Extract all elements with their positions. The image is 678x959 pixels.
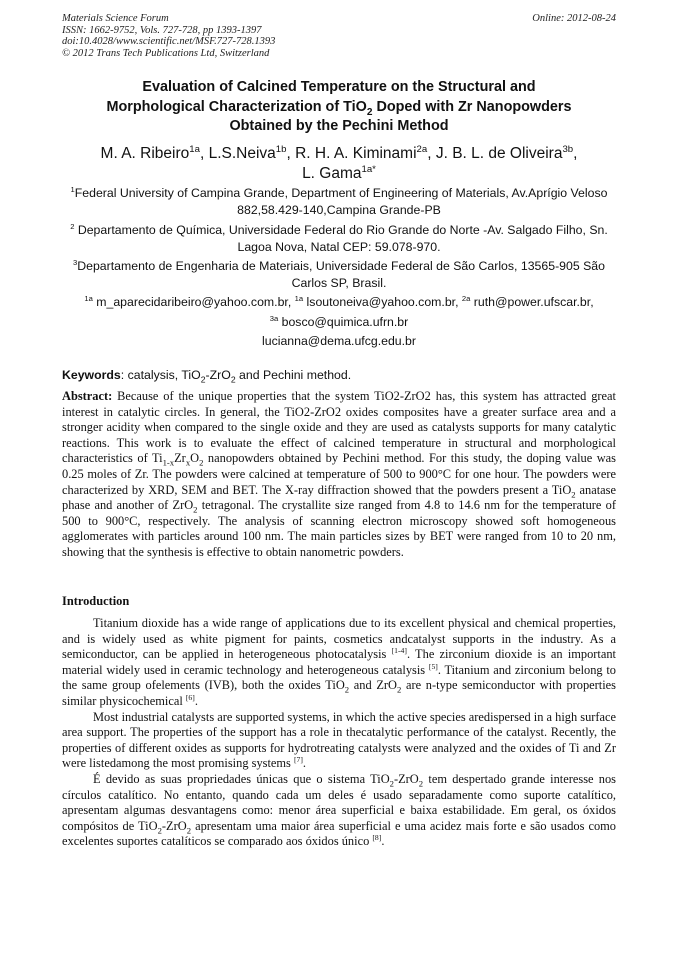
author: L. Gama (302, 165, 362, 182)
paragraph: É devido as suas propriedades únicas que o sistema TiO$_2$-ZrO$_2$ tem despertado grande interesse nos círculos catalítico. No entanto, quando cada um deles é usado separadamente como suporte catalítico, apresentam algumas desvantagens como: menor área superficial e baixa estabilidade. Em geral, os óxidos compósitos de TiO$_2$-ZrO$_2$ apresentam uma maior área superficial e uma acidez mais forte e são usados como excelentes suportes catalíticos se comparado aos óxidos único [8]. (62, 771, 617, 849)
affiliation-3: $^3$Departamento de Engenharia de Materiais, Universidade Federal de São Carlos, 13565-905 São Carlos SP, Brasil. (73, 257, 605, 290)
introduction-body (62, 616, 616, 850)
author: R. H. A. Kiminami (295, 145, 417, 162)
paragraph: Most industrial catalysts are supported systems, in which the active species aredispersed in a high surface area support. The properties of the support has a role in thecatalytic performance of the catalyst. Recently, the properties of different oxides as supports for hydrotreating catalysts were analyzed and the oxides of Ti and Zr were listedamong the most promising systems [7]. (62, 709, 617, 771)
author: J. B. L. de Oliveira (435, 145, 563, 162)
author: M. A. Ribeiro (100, 145, 190, 162)
copyright-line: © 2012 Trans Tech Publications Ltd, Switzerland (62, 47, 270, 59)
affiliation-2: $^2$ Departamento de Química, Universidade Federal do Rio Grande do Norte -Av. Salgado Filho, Sn. Lagoa Nova, Natal CEP: 59.078-970. (70, 221, 608, 254)
author: L.S.Neiva (208, 145, 276, 162)
paper-title: Evaluation of Calcined Temperature on the Structural and Morphological Characterization of TiO$_2$ Doped with Zr Nanopowders Obtained by the Pechini Method (106, 79, 572, 134)
email-list: $^{1a}$ m_aparecidaribeiro@yahoo.com.br, $^{1a}$ lsoutoneiva@yahoo.com.br, $^{2a}$ ruth@power.ufscar.br, $^{3a}$ bosco@quimica.ufrn.br lucianna@dema.ufcg.edu.br (84, 293, 594, 348)
online-date: Online: 2012-08-24 (532, 13, 616, 24)
publication-header (62, 13, 616, 59)
abstract: Abstract: Because of the unique properties that the system TiO2-ZrO2 has, this system has attracted great interest in catalytic circles. In general, the TiO2-ZrO2 oxides composites have a greater surface area and a stronger acidity when compared to the single oxide and they are used as catalysts supports for many catalytic reactions. This work is to evaluate the effect of calcined temperature in structural and morphological characteristics of $Ti_{1-x}Zr_xO_2$ nanopowders obtained by Pechini method. For this study, the doping value was 0.25 moles of Zr. The powders were calcined at temperature of 500 to 900°C for one hour. The powders were characterized by XRD, SEM and BET. The X-ray diffraction showed that the powders present a TiO$_2$ anatase phase and another of ZrO$_2$ tetragonal. The crystallite size ranged from 4.8 to 14.6 nm for the temperature of 500 to 900°C, respectively. The analysis of scanning electron microscopy showed soft homogeneous agglomerates with particles around 100 nm. The main particles sizes by BET were ranged from 10 to 20 nm, showing that the synthesis is effective to obtain nanometric powders. (62, 389, 617, 559)
keywords: Keywords: catalysis, TiO$_2$-ZrO$_2$ and Pechini method. (62, 368, 352, 385)
doi-line: doi:10.4028/www.scientific.net/MSF.727-728.1393 (62, 36, 276, 47)
issn-line: ISSN: 1662-9752, Vols. 727-728, pp 1393-1397 (62, 24, 262, 36)
affiliation-1: $^1$Federal University of Campina Grande, Department of Engineering of Materials, Av.Aprígio Veloso 882,58.429-140,Campina Grande-PB (70, 184, 608, 217)
journal-name: Materials Science Forum (62, 13, 169, 24)
paragraph: Titanium dioxide has a wide range of applications due to its excellent physical and chemical properties, and is widely used as white pigment for paints, cosmetics andcatalyst supports in the industry. As a semiconductor, can be applied in heterogeneous photocatalysis [1-4]. The zirconium dioxide is an important material widely used in ceramic technology and heterogeneous catalysis [5]. Titanium and zirconium belong to the same group ofelements (IVB), both the oxides TiO$_2$ and ZrO$_2$ are n-type semiconductor with properties similar physicochemical [6]. (62, 616, 617, 708)
author-list: M. A. Ribeiro$^{1a}$, L.S.Neiva$^{1b}$, R. H. A. Kiminami$^{2a}$, J. B. L. de Oliveira$^{3b}$, L. Gama$^{1a*}$ (100, 143, 578, 182)
section-heading-introduction: Introduction (62, 594, 130, 608)
